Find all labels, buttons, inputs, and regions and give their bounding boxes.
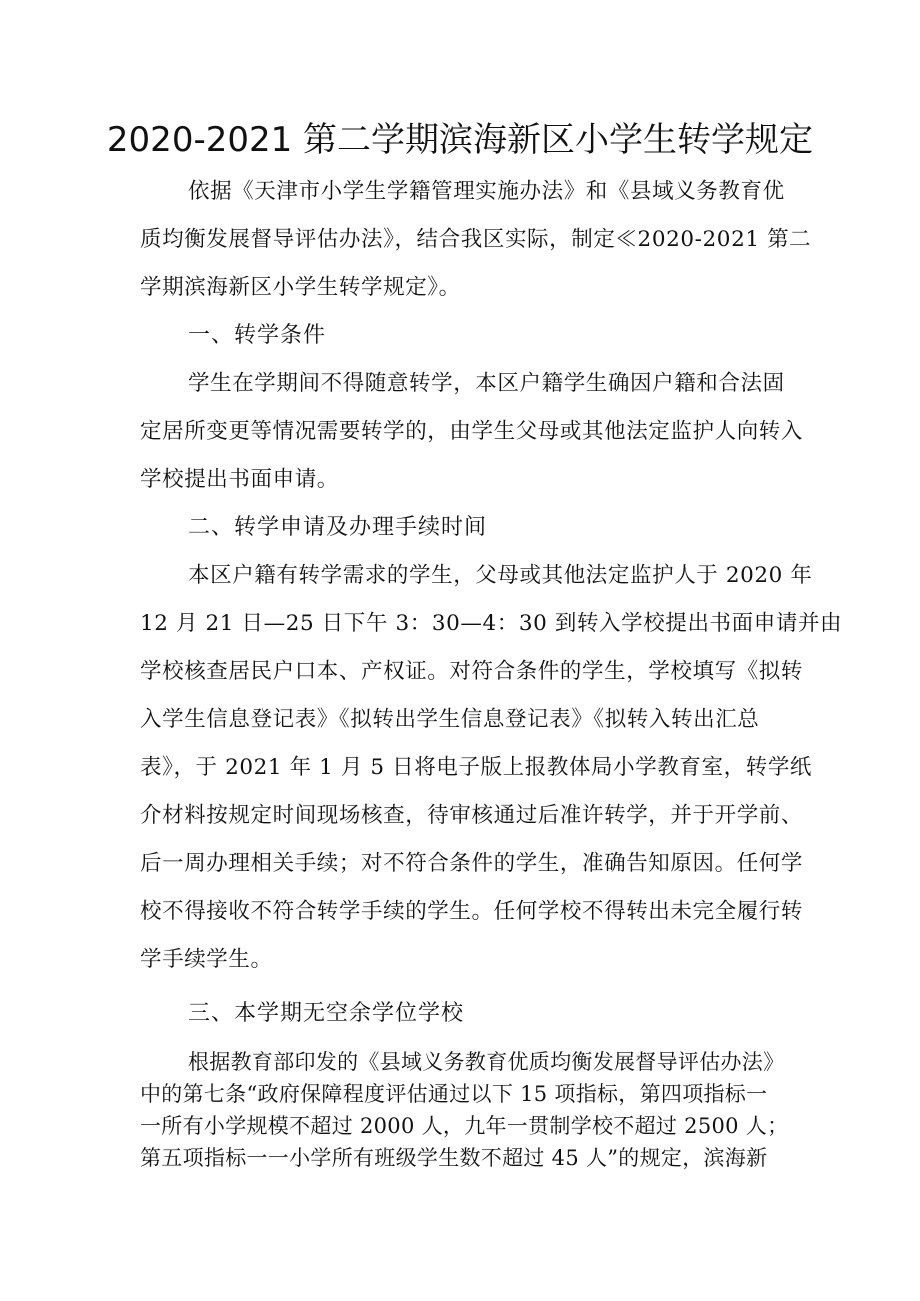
section-2-line-3: 学校核查居民户口本、产权证。对符合条件的学生，学校填写《拟转 <box>140 659 804 684</box>
intro-line-1: 依据《天津市小学生学籍管理实施办法》和《县域义务教育优 <box>188 179 785 204</box>
section-2-line-5: 表》，于 2021 年 1 月 5 日将电子版上报教体局小学教育室，转学纸 <box>140 755 813 780</box>
section-3-heading: 三、本学期无空余学位学校 <box>188 1001 465 1026</box>
intro-line-3: 学期滨海新区小学生转学规定》。 <box>140 275 461 300</box>
section-1-heading: 一、转学条件 <box>188 323 327 348</box>
section-2-line-1: 本区户籍有转学需求的学生，父母或其他法定监护人于 2020 年 <box>188 563 813 588</box>
intro-line-2: 质均衡发展督导评估办法》，结合我区实际，制定≪2020-2021 第二 <box>140 227 812 252</box>
section-3-line-1: 根据教育部印发的《县域义务教育优质均衡发展督导评估办法》 <box>188 1050 785 1074</box>
section-3-line-3: 一所有小学规模不超过 2000 人，九年一贯制学校不超过 2500 人； <box>140 1114 789 1138</box>
section-2-line-2: 12 月 21 日—25 日下午 3：30—4：30 到转入学校提出书面申请并由 <box>140 611 843 636</box>
section-2-line-9: 学手续学生。 <box>140 947 273 972</box>
section-2-line-7: 后一周办理相关手续；对不符合条件的学生，准确告知原因。任何学 <box>140 851 804 876</box>
section-2-line-4: 入学生信息登记表》《拟转出学生信息登记表》《拟转入转出汇总 <box>140 707 760 732</box>
section-2-line-6: 介材料按规定时间现场核查，待审核通过后准许转学，并于开学前、 <box>140 803 804 828</box>
section-3-line-2: 中的第七条“政府保障程度评估通过以下 15 项指标，第四项指标一 <box>140 1082 768 1106</box>
section-3-line-4: 第五项指标一一小学所有班级学生数不超过 45 人”的规定，滨海新 <box>140 1146 768 1170</box>
section-2-heading: 二、转学申请及办理手续时间 <box>188 515 488 540</box>
document-title: 2020-2021 第二学期滨海新区小学生转学规定 <box>106 120 814 160</box>
section-1-line-3: 学校提出书面申请。 <box>140 467 339 492</box>
section-2-line-8: 校不得接收不符合转学手续的学生。任何学校不得转出未完全履行转 <box>140 899 804 924</box>
section-1-line-2: 定居所变更等情况需要转学的，由学生父母或其他法定监护人向转入 <box>140 419 804 444</box>
section-1-line-1: 学生在学期间不得随意转学，本区户籍学生确因户籍和合法固 <box>188 371 785 396</box>
